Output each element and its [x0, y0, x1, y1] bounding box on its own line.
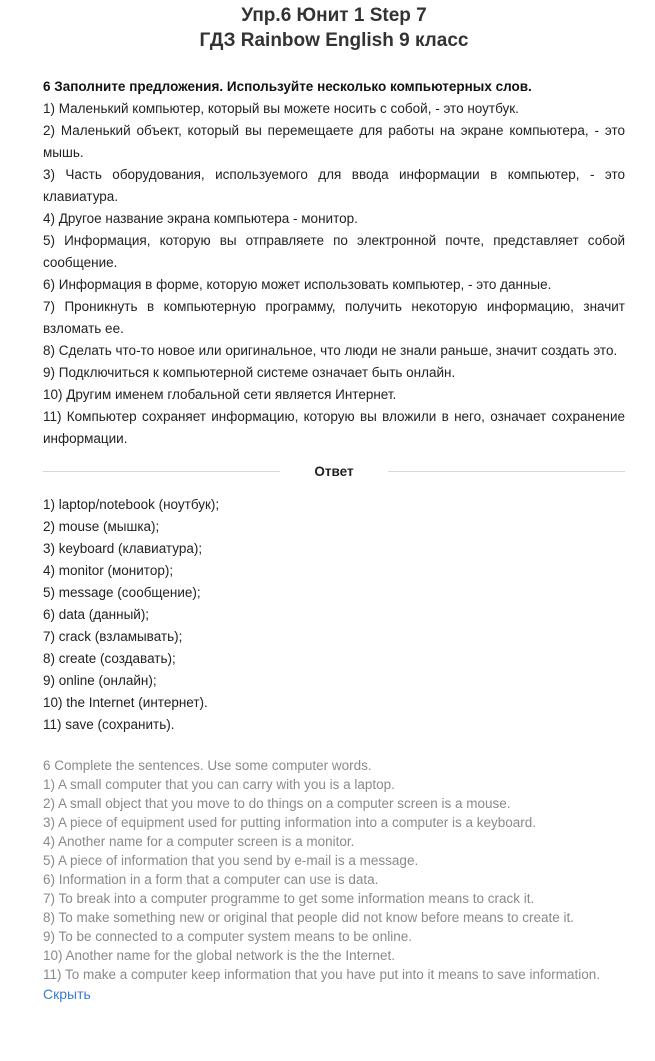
page-title-line-1: Упр.6 Юнит 1 Step 7 — [241, 5, 427, 26]
answer-item: 10) the Internet (интернет). — [43, 695, 208, 710]
task-item: 9) Подключиться к компьютерной системе означает быть онлайн. — [43, 365, 456, 380]
english-item: 11) To make a computer keep information that you have put into it means to save information. — [43, 967, 601, 982]
hide-link[interactable]: Скрыть — [43, 986, 91, 1002]
english-item: 6) Information in a form that a computer can use is data. — [43, 872, 379, 887]
answer-item: 5) message (сообщение); — [43, 585, 201, 600]
answer-item: 7) crack (взламывать); — [43, 629, 183, 644]
answer-item: 9) online (онлайн); — [43, 673, 157, 688]
answer-label: Ответ — [314, 463, 354, 479]
english-item: 4) Another name for a computer screen is a monitor. — [43, 834, 355, 849]
english-item: 5) A piece of information that you send by e-mail is a message. — [43, 853, 419, 868]
task-item: 4) Другое название экрана компьютера - монитор. — [43, 211, 358, 226]
answer-item: 6) data (данный); — [43, 607, 150, 622]
task-heading: 6 Заполните предложения. Используйте несколько компьютерных слов. — [43, 79, 532, 94]
english-item: 1) A small computer that you can carry with you is a laptop. — [43, 777, 395, 792]
english-heading: 6 Complete the sentences. Use some computer words. — [43, 758, 372, 773]
task-item: 11) Компьютер сохраняет информацию, которую вы вложили в него, означает сохранение информации. — [43, 409, 625, 446]
task-item: 5) Информация, которую вы отправляете по электронной почте, представляет собой сообщение. — [43, 233, 625, 270]
english-item: 3) A piece of equipment used for putting information into a computer is a keyboard. — [43, 815, 537, 830]
answer-item: 11) save (сохранить). — [43, 717, 175, 732]
task-item: 10) Другим именем глобальной сети является Интернет. — [43, 387, 397, 402]
divider-line-right — [388, 471, 625, 472]
page-title-line-2: ГДЗ Rainbow English 9 класс — [199, 30, 469, 51]
answer-item: 1) laptop/notebook (ноутбук); — [43, 497, 220, 512]
task-item: 1) Маленький компьютер, который вы можете носить с собой, - это ноутбук. — [43, 101, 519, 116]
answer-divider — [43, 458, 625, 484]
task-item: 2) Маленький объект, который вы перемещаете для работы на экране компьютера, - это мышь. — [43, 123, 625, 160]
english-item: 2) A small object that you move to do things on a computer screen is a mouse. — [43, 796, 511, 811]
answer-item: 4) monitor (монитор); — [43, 563, 174, 578]
english-item: 9) To be connected to a computer system means to be online. — [43, 929, 412, 944]
task-item: 7) Проникнуть в компьютерную программу, получить некоторую информацию, значит взломать ее. — [43, 299, 625, 336]
english-original — [43, 756, 625, 1004]
english-item: 8) To make something new or original that people did not know before means to create it. — [43, 910, 575, 925]
page-title — [43, 4, 625, 54]
answer-item: 3) keyboard (клавиатура); — [43, 541, 203, 556]
task-item: 6) Информация в форме, которую может использовать компьютер, - это данные. — [43, 277, 552, 292]
answer-list — [43, 494, 625, 736]
task-item: 8) Сделать что-то новое или оригинальное, что люди не знали раньше, значит создать это. — [43, 343, 618, 358]
answer-item: 2) mouse (мышка); — [43, 519, 160, 534]
task-item: 3) Часть оборудования, используемого для ввода информации в компьютер, - это клавиатура. — [43, 167, 625, 204]
english-item: 7) To break into a computer programme to get some information means to crack it. — [43, 891, 535, 906]
divider-line-left — [43, 471, 280, 472]
task-items — [43, 98, 625, 450]
page — [0, 4, 655, 1004]
answer-item: 8) create (создавать); — [43, 651, 176, 666]
english-item: 10) Another name for the global network is the the Internet. — [43, 948, 395, 963]
